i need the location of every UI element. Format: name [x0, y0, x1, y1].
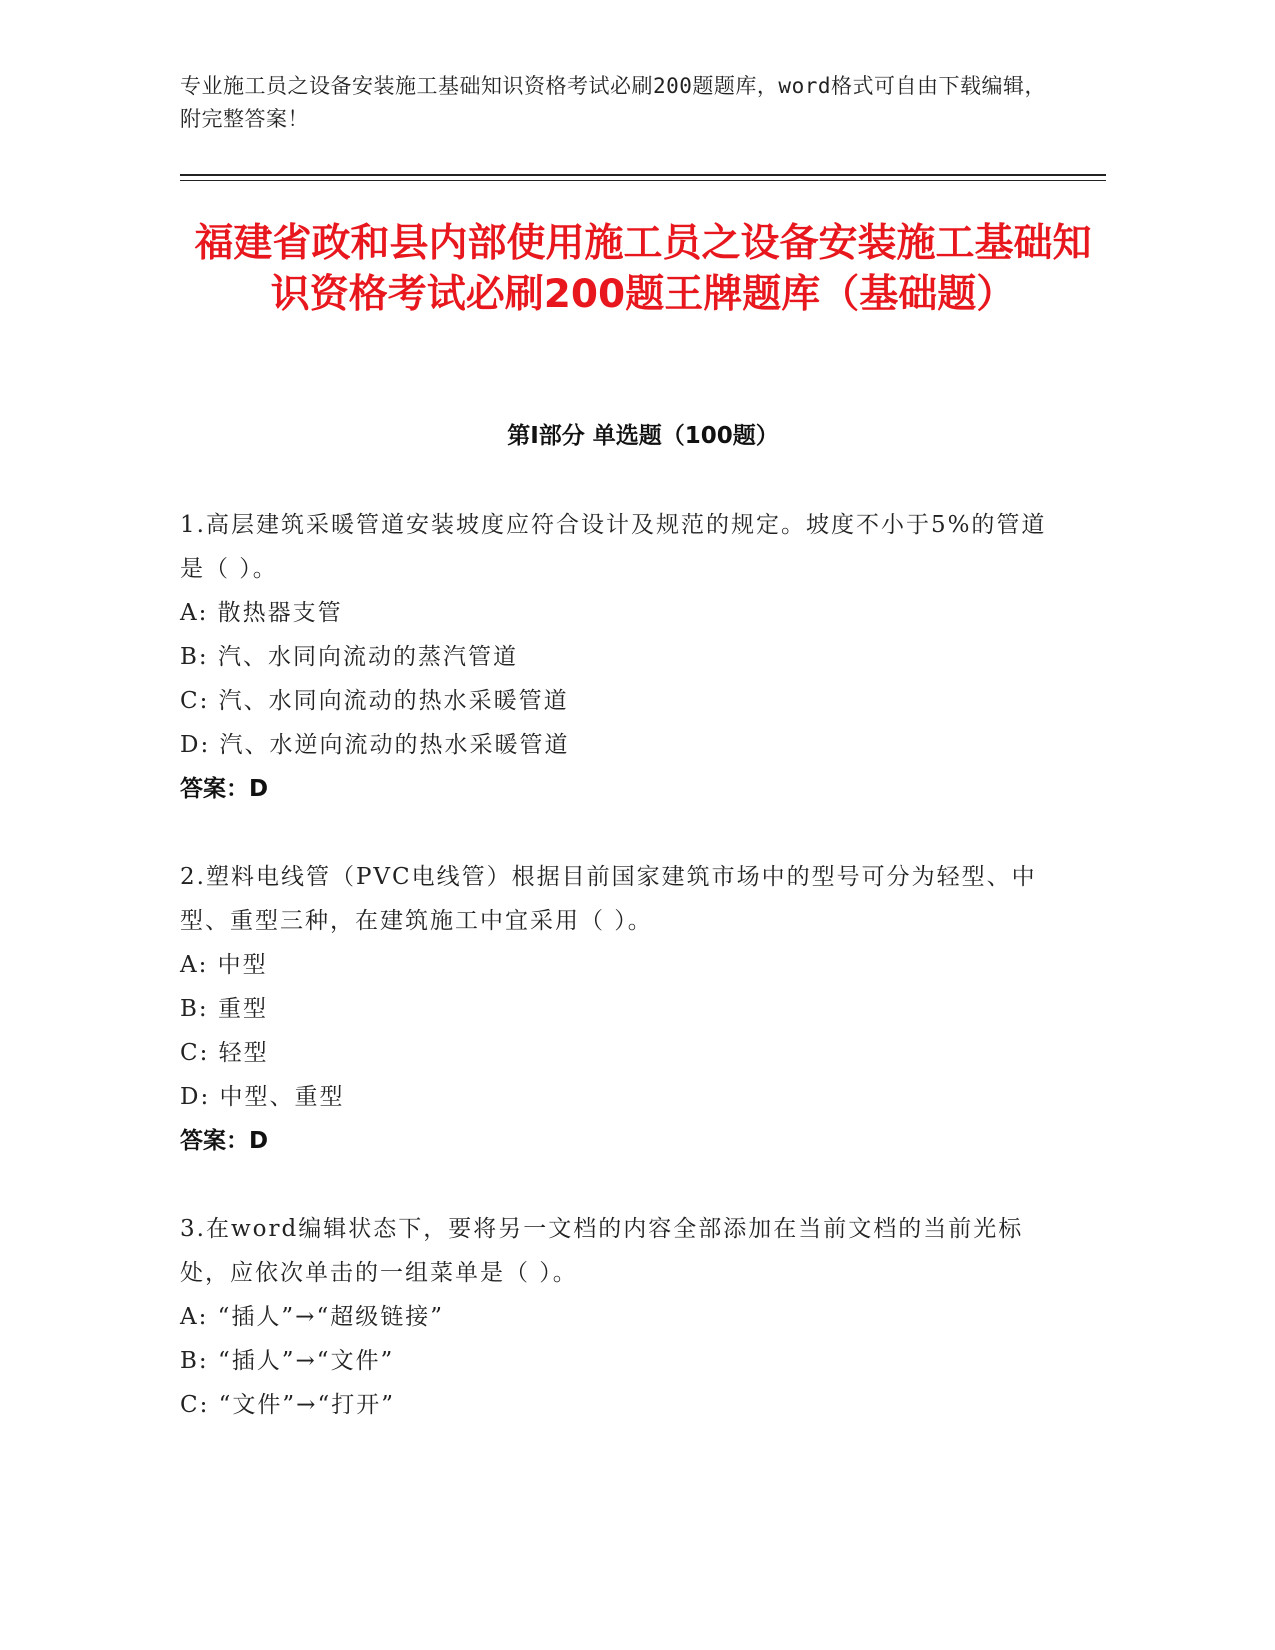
option-c: C: 轻型 — [180, 1040, 269, 1066]
header-note: 专业施工员之设备安装施工基础知识资格考试必刷200题题库，word格式可自由下载编辑，附完整答案！ — [180, 74, 1046, 131]
option-d: D: 中型、重型 — [180, 1084, 345, 1110]
question-stem: 1.高层建筑采暖管道安装坡度应符合设计及规范的规定。坡度不小于5%的管道是（ ）。 — [180, 512, 1047, 582]
document-title: 福建省政和县内部使用施工员之设备安装施工基础知识资格考试必刷200题王牌题库（基础题） — [194, 221, 1092, 317]
answer: 答案：D — [180, 1128, 269, 1154]
question-1 — [180, 503, 1060, 811]
question-stem: 2.塑料电线管（PVC电线管）根据目前国家建筑市场中的型号可分为轻型、中型、重型三种，在建筑施工中宜采用（ ）。 — [180, 864, 1037, 934]
question-2 — [180, 855, 1060, 1163]
answer: 答案：D — [180, 776, 269, 802]
option-b: B: 汽、水同向流动的蒸汽管道 — [180, 644, 518, 670]
option-c: C: 汽、水同向流动的热水采暖管道 — [180, 688, 569, 714]
option-a: A: 中型 — [180, 952, 268, 978]
question-3 — [180, 1207, 1060, 1427]
header-rule-thin — [180, 180, 1106, 181]
option-d: D: 汽、水逆向流动的热水采暖管道 — [180, 732, 570, 758]
question-list — [180, 503, 1060, 1471]
option-b: B: 重型 — [180, 996, 268, 1022]
option-a: A: 散热器支管 — [180, 600, 343, 626]
option-c: C: “文件”→“打开” — [180, 1392, 395, 1418]
section-heading: 第Ⅰ部分 单选题（100题） — [507, 423, 779, 449]
option-a: A: “插人”→“超级链接” — [180, 1304, 444, 1330]
header-rule-thick — [180, 174, 1106, 176]
option-b: B: “插人”→“文件” — [180, 1348, 395, 1374]
question-stem: 3.在word编辑状态下，要将另一文档的内容全部添加在当前文档的当前光标处，应依次单击的一组菜单是（ ）。 — [180, 1216, 1024, 1286]
